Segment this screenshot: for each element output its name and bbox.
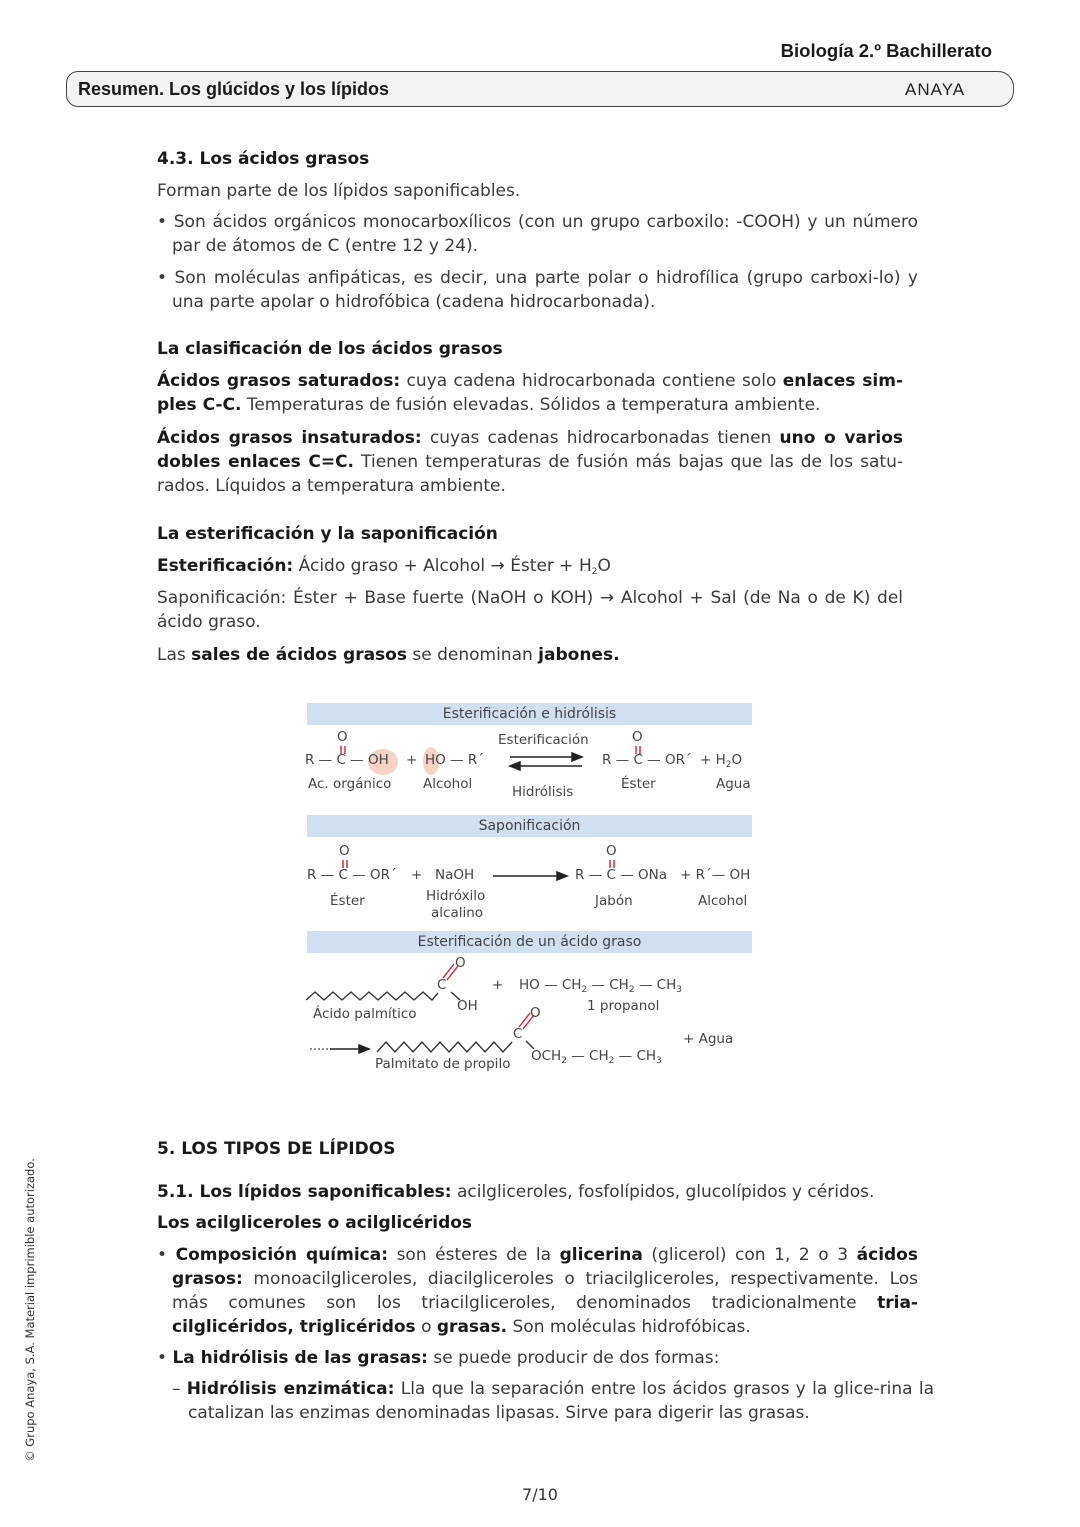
propyl-ester-group: $OCH_2$ — $CH_2$ — $CH_3$	[531, 1048, 662, 1066]
ester-formula: R — C — OR´	[602, 752, 692, 768]
plus-sign: +	[411, 867, 423, 883]
carbon-atom: C	[513, 1026, 523, 1042]
intro-text: Forman parte de los lípidos saponificables.	[157, 181, 521, 201]
esterification-equation: Esterificación: Ácido graso + Alcohol → Éster + $H_2O$	[157, 556, 611, 577]
label-alcohol: Alcohol	[698, 893, 748, 909]
bullet-text: Son moléculas anfipáticas, es decir, una parte polar o hidrofílica (grupo carboxi-lo) y una parte apolar o hidrofóbica (cadena hidrocarbonada).	[172, 268, 918, 312]
water-formula: + $H_2O$	[700, 752, 743, 770]
palmitic-chain	[306, 992, 438, 1000]
naoh-formula: NaOH	[435, 867, 475, 883]
band-saponification: Saponificación	[307, 815, 752, 837]
esterification-arrow-label: Esterificación	[498, 732, 589, 748]
bullet-item: • Son ácidos orgánicos monocarboxílicos (con un grupo carboxilo: -COOH) y un número par de átomos de C (entre 12 y 24).	[157, 212, 918, 256]
copyright-notice: © Grupo Anaya, S.A. Material imprimible autorizado.	[23, 1158, 37, 1462]
oxygen-atom: O	[337, 729, 348, 745]
band-fatty-acid-esterification: Esterificación de un ácido graso	[307, 931, 752, 953]
label-ester: Éster	[330, 893, 365, 909]
bullet-item: • Composición química: son ésteres de la glicerina (glicerol) con 1, 2 o 3 ácidos grasos: monoacilgliceroles, diacilgliceroles o triacilgliceroles, respectivamente. Los más comunes son los triacilgliceroles, denominados tradicionalmente tria-cilglicéridos, triglicéridos o grasas. Son moléculas hidrofóbicas.	[157, 1245, 918, 1337]
esterification-heading: La esterificación y la saponificación	[157, 524, 498, 544]
bullet-item: • Son moléculas anfipáticas, es decir, una parte polar o hidrofílica (grupo carboxi-lo) y una parte apolar o hidrofóbica (cadena hidrocarbonada).	[157, 268, 918, 312]
palmitate-chain	[377, 1042, 512, 1052]
label-organic-acid: Ac. orgánico	[308, 776, 392, 792]
plus-sign: +	[492, 977, 504, 993]
page-number: 7/10	[522, 1485, 558, 1504]
label-ester: Éster	[621, 776, 656, 792]
oxygen-atom: O	[606, 843, 617, 859]
label-alcohol: Alcohol	[423, 776, 473, 792]
soap-formula: R — C — ONa	[575, 867, 667, 883]
saponifiable-lipids-line: 5.1. Los lípidos saponificables: acilgliceroles, fosfolípidos, glucolípidos y céridos.	[157, 1182, 875, 1202]
oxygen-atom: O	[530, 1005, 541, 1021]
soaps-sentence: Las sales de ácidos grasos se denominan jabones.	[157, 645, 620, 665]
ester-formula: R — C — OR´	[307, 867, 397, 883]
band-esterification-hydrolysis: Esterificación e hidrólisis	[307, 703, 752, 725]
bullet-item: • La hidrólisis de las grasas: se puede producir de dos formas:	[157, 1348, 720, 1368]
subject-label: Biología 2.º Bachillerato	[780, 40, 992, 61]
acylglycerols-heading: Los acilgliceroles o acilglicéridos	[157, 1213, 473, 1233]
saponification-equation: Saponificación: Éster + Base fuerte (NaOH o KOH) → Alcohol + Sal (de Na o de K) del ácido graso.	[157, 588, 903, 632]
label-propyl-palmitate: Palmitato de propilo	[375, 1056, 511, 1072]
alcohol-formula: HO — R´	[425, 752, 484, 768]
section-heading-4-3: 4.3. Los ácidos grasos	[157, 149, 370, 169]
carbon-atom: C	[437, 977, 447, 993]
document-title: Resumen. Los glúcidos y los lípidos	[78, 79, 390, 99]
sub-bullet-item: – Hidrólisis enzimática: Lla que la separación entre los ácidos grasos y la glice-rina la catalizan las enzimas denominadas lipasas. Sirve para digerir las grasas.	[172, 1379, 935, 1423]
hydroxyl-group: OH	[457, 998, 478, 1014]
anaya-logo: ANAYA	[905, 80, 966, 99]
oxygen-atom: O	[455, 955, 466, 971]
section-heading-5: 5. LOS TIPOS DE LÍPIDOS	[157, 1139, 396, 1159]
saturated-paragraph: Ácidos grasos saturados: cuya cadena hidrocarbonada contiene solo enlaces sim-ples C-C. Temperaturas de fusión elevadas. Sólidos a temperatura ambiente.	[157, 371, 903, 415]
label-propanol: 1 propanol	[587, 998, 660, 1014]
label-water: Agua	[716, 776, 751, 792]
label-alkaline: alcalino	[431, 905, 484, 921]
hydrolysis-arrow-label: Hidrólisis	[512, 784, 574, 800]
propanol-formula: HO — $CH_2$ — $CH_2$ — $CH_3$	[519, 977, 682, 995]
label-hydroxide: Hidróxilo	[426, 888, 486, 904]
unsaturated-paragraph: Ácidos grasos insaturados: cuyas cadenas hidrocarbonadas tienen uno o varios dobles enlaces C=C. Tienen temperaturas de fusión más bajas que las de los satu-rados. Líquidos a temperatura ambiente.	[157, 428, 903, 496]
plus-water: + Agua	[683, 1031, 734, 1047]
classification-heading: La clasificación de los ácidos grasos	[157, 339, 503, 359]
plus-sign: +	[406, 752, 418, 768]
organic-acid-formula: R — C — OH	[305, 752, 389, 768]
label-soap: Jabón	[595, 893, 633, 909]
bullet-text: Son ácidos orgánicos monocarboxílicos (con un grupo carboxilo: -COOH) y un número par de átomos de C (entre 12 y 24).	[172, 212, 918, 256]
label-palmitic-acid: Ácido palmítico	[313, 1006, 417, 1022]
oxygen-atom: O	[339, 843, 350, 859]
alcohol-formula: + R´— OH	[680, 867, 751, 883]
oxygen-atom: O	[632, 729, 643, 745]
